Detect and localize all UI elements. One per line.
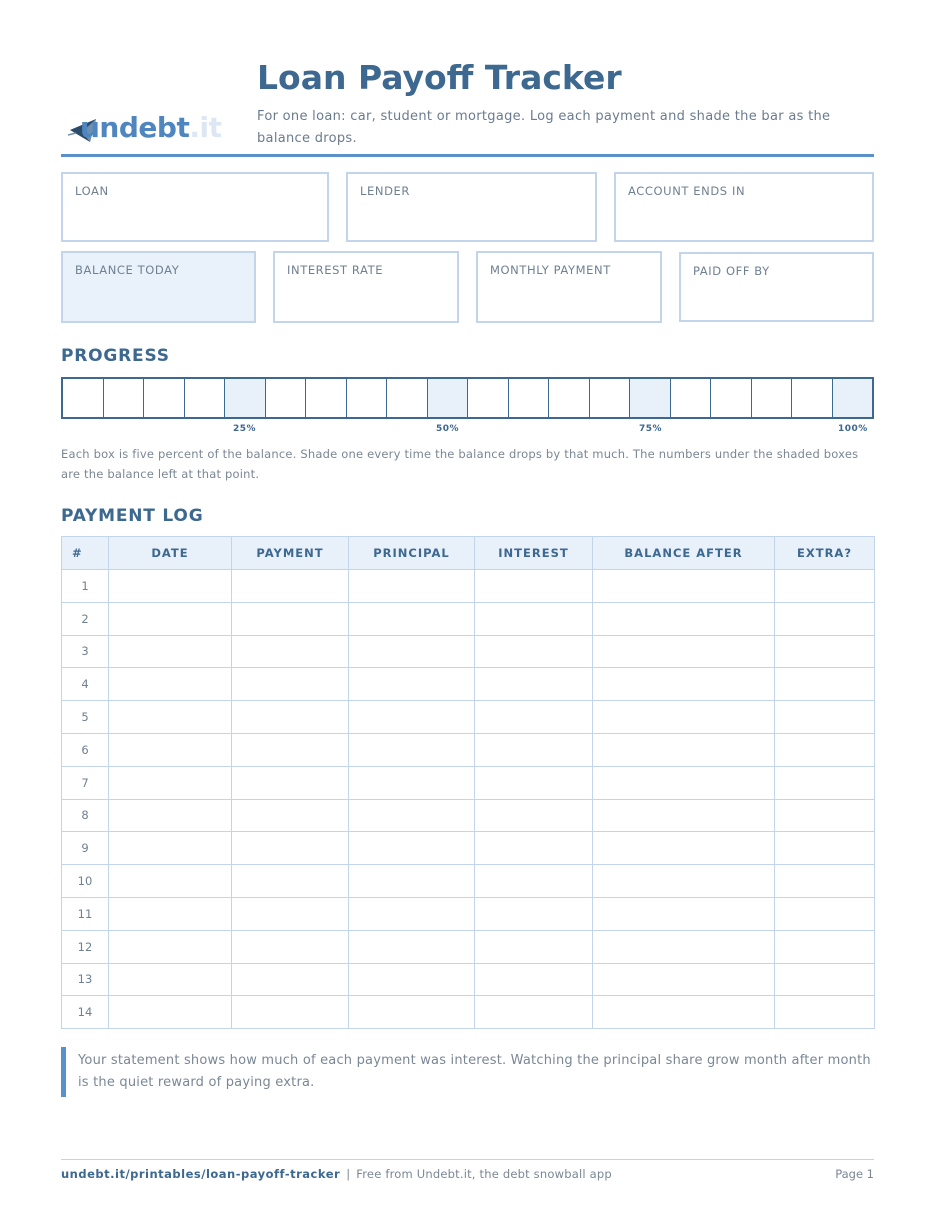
- footer-divider: [61, 1159, 874, 1160]
- progress-box[interactable]: [266, 379, 307, 417]
- balance-after-cell[interactable]: [593, 733, 775, 766]
- interest-cell[interactable]: [475, 897, 593, 930]
- table-row: [62, 865, 875, 898]
- balance-after-cell[interactable]: [593, 701, 775, 734]
- row-number: 4: [62, 668, 109, 701]
- column-header-payment: PAYMENT: [232, 537, 349, 570]
- column-header-extra: EXTRA?: [775, 537, 875, 570]
- payment-cell[interactable]: [232, 733, 349, 766]
- extra-cell[interactable]: [775, 668, 875, 701]
- lender-field[interactable]: [346, 172, 597, 242]
- date-cell[interactable]: [109, 832, 232, 865]
- progress-box[interactable]: [752, 379, 793, 417]
- row-number: 10: [62, 865, 109, 898]
- account-ends-in-field[interactable]: [614, 172, 874, 242]
- principal-cell[interactable]: [349, 865, 475, 898]
- balance-after-cell[interactable]: [593, 963, 775, 996]
- progress-box[interactable]: [306, 379, 347, 417]
- progress-bar: [61, 377, 874, 419]
- loan-field-label: LOAN: [75, 184, 109, 198]
- progress-marker-50: 50%: [436, 424, 460, 434]
- paid-off-by-field-label: PAID OFF BY: [693, 264, 770, 278]
- row-number: 12: [62, 930, 109, 963]
- extra-cell[interactable]: [775, 963, 875, 996]
- row-number: 7: [62, 766, 109, 799]
- table-row: [62, 799, 875, 832]
- principal-cell[interactable]: [349, 930, 475, 963]
- payment-cell[interactable]: [232, 602, 349, 635]
- page-title: Loan Payoff Tracker: [257, 58, 622, 97]
- table-row: [62, 963, 875, 996]
- balance-today-field-label: BALANCE TODAY: [75, 263, 180, 277]
- interest-cell[interactable]: [475, 930, 593, 963]
- date-cell[interactable]: [109, 701, 232, 734]
- interest-cell[interactable]: [475, 733, 593, 766]
- balance-after-cell[interactable]: [593, 570, 775, 603]
- column-header-principal: PRINCIPAL: [349, 537, 475, 570]
- tip-accent-bar: [61, 1047, 66, 1097]
- balance-after-cell[interactable]: [593, 930, 775, 963]
- table-row: [62, 930, 875, 963]
- balance-after-cell[interactable]: [593, 668, 775, 701]
- payment-cell[interactable]: [232, 930, 349, 963]
- principal-cell[interactable]: [349, 733, 475, 766]
- interest-cell[interactable]: [475, 996, 593, 1029]
- interest-cell[interactable]: [475, 766, 593, 799]
- extra-cell[interactable]: [775, 865, 875, 898]
- tip-callout: [61, 1047, 874, 1097]
- table-row: [62, 832, 875, 865]
- interest-cell[interactable]: [475, 701, 593, 734]
- date-cell[interactable]: [109, 668, 232, 701]
- payment-cell[interactable]: [232, 963, 349, 996]
- date-cell[interactable]: [109, 799, 232, 832]
- balance-after-cell[interactable]: [593, 799, 775, 832]
- payment-cell[interactable]: [232, 701, 349, 734]
- progress-box[interactable]: [711, 379, 752, 417]
- payment-cell[interactable]: [232, 996, 349, 1029]
- payment-cell[interactable]: [232, 865, 349, 898]
- progress-box-milestone[interactable]: [428, 379, 469, 417]
- payment-cell[interactable]: [232, 668, 349, 701]
- principal-cell[interactable]: [349, 635, 475, 668]
- row-number: 3: [62, 635, 109, 668]
- row-number: 8: [62, 799, 109, 832]
- balance-after-cell[interactable]: [593, 996, 775, 1029]
- date-cell[interactable]: [109, 570, 232, 603]
- extra-cell[interactable]: [775, 832, 875, 865]
- progress-box[interactable]: [468, 379, 509, 417]
- balance-today-field[interactable]: [61, 251, 256, 323]
- date-cell[interactable]: [109, 963, 232, 996]
- row-number: 2: [62, 602, 109, 635]
- progress-box[interactable]: [792, 379, 833, 417]
- date-cell[interactable]: [109, 766, 232, 799]
- balance-after-cell[interactable]: [593, 766, 775, 799]
- extra-cell[interactable]: [775, 570, 875, 603]
- extra-cell[interactable]: [775, 996, 875, 1029]
- table-row: [62, 602, 875, 635]
- undebt-logo: [68, 110, 228, 146]
- table-row: [62, 996, 875, 1029]
- progress-box[interactable]: [590, 379, 631, 417]
- monthly-payment-field[interactable]: [476, 251, 662, 323]
- column-header-balance-after: BALANCE AFTER: [593, 537, 775, 570]
- table-row: [62, 733, 875, 766]
- date-cell[interactable]: [109, 930, 232, 963]
- row-number: 11: [62, 897, 109, 930]
- payment-log-section-title: PAYMENT LOG: [61, 506, 204, 526]
- balance-after-cell[interactable]: [593, 602, 775, 635]
- extra-cell[interactable]: [775, 733, 875, 766]
- table-row: [62, 635, 875, 668]
- loan-field[interactable]: [61, 172, 329, 242]
- table-row: [62, 668, 875, 701]
- balance-after-cell[interactable]: [593, 635, 775, 668]
- payment-log-table: [61, 536, 875, 1029]
- footer-url-link[interactable]: undebt.it/printables/loan-payoff-tracker: [61, 1167, 341, 1181]
- progress-box-milestone[interactable]: [225, 379, 266, 417]
- progress-note: Each box is five percent of the balance. Shade one every time the balance drops by that much. The numbers under the shaded boxes are the balance left at that point.: [61, 447, 859, 481]
- principal-cell[interactable]: [349, 897, 475, 930]
- date-cell[interactable]: [109, 865, 232, 898]
- interest-rate-field-label: INTEREST RATE: [287, 263, 384, 277]
- interest-rate-field[interactable]: [273, 251, 459, 323]
- interest-cell[interactable]: [475, 832, 593, 865]
- principal-cell[interactable]: [349, 668, 475, 701]
- progress-section-title: PROGRESS: [61, 346, 170, 366]
- progress-box[interactable]: [387, 379, 428, 417]
- logo-wordmark: [80, 110, 221, 146]
- column-header-number: #: [62, 537, 109, 570]
- table-row: [62, 701, 875, 734]
- interest-cell[interactable]: [475, 963, 593, 996]
- progress-box[interactable]: [104, 379, 145, 417]
- header-divider: [61, 154, 874, 157]
- extra-cell[interactable]: [775, 602, 875, 635]
- progress-box[interactable]: [347, 379, 388, 417]
- payment-cell[interactable]: [232, 799, 349, 832]
- principal-cell[interactable]: [349, 799, 475, 832]
- progress-marker-100: 100%: [838, 424, 868, 434]
- row-number: 9: [62, 832, 109, 865]
- interest-cell[interactable]: [475, 668, 593, 701]
- monthly-payment-field-label: MONTHLY PAYMENT: [490, 263, 611, 277]
- page-subtitle: For one loan: car, student or mortgage. Log each payment and shade the bar as the balance drops.: [257, 109, 831, 146]
- account-ends-in-field-label: ACCOUNT ENDS IN: [628, 184, 746, 198]
- interest-cell[interactable]: [475, 865, 593, 898]
- principal-cell[interactable]: [349, 766, 475, 799]
- payment-cell[interactable]: [232, 897, 349, 930]
- footer-tagline: Free from Undebt.it, the debt snowball app: [356, 1167, 612, 1181]
- footer: [61, 1167, 612, 1181]
- column-header-date: DATE: [109, 537, 232, 570]
- progress-box-milestone[interactable]: [833, 379, 873, 417]
- row-number: 6: [62, 733, 109, 766]
- principal-cell[interactable]: [349, 963, 475, 996]
- lender-field-label: LENDER: [360, 184, 410, 198]
- extra-cell[interactable]: [775, 635, 875, 668]
- principal-cell[interactable]: [349, 996, 475, 1029]
- date-cell[interactable]: [109, 996, 232, 1029]
- row-number: 1: [62, 570, 109, 603]
- progress-box[interactable]: [549, 379, 590, 417]
- payment-cell[interactable]: [232, 635, 349, 668]
- row-number: 5: [62, 701, 109, 734]
- progress-marker-25: 25%: [233, 424, 257, 434]
- date-cell[interactable]: [109, 733, 232, 766]
- extra-cell[interactable]: [775, 930, 875, 963]
- tip-text: Your statement shows how much of each payment was interest. Watching the principal share grow month after month is the quiet reward of paying extra.: [78, 1053, 871, 1090]
- payment-cell[interactable]: [232, 832, 349, 865]
- extra-cell[interactable]: [775, 897, 875, 930]
- row-number: 13: [62, 963, 109, 996]
- extra-cell[interactable]: [775, 766, 875, 799]
- interest-cell[interactable]: [475, 799, 593, 832]
- date-cell[interactable]: [109, 635, 232, 668]
- extra-cell[interactable]: [775, 701, 875, 734]
- logo-suffix-text: .it: [189, 111, 222, 144]
- progress-box[interactable]: [185, 379, 226, 417]
- table-row: [62, 570, 875, 603]
- table-row: [62, 766, 875, 799]
- payment-cell[interactable]: [232, 570, 349, 603]
- payment-cell[interactable]: [232, 766, 349, 799]
- balance-after-cell[interactable]: [593, 897, 775, 930]
- date-cell[interactable]: [109, 897, 232, 930]
- table-row: [62, 897, 875, 930]
- progress-box[interactable]: [63, 379, 104, 417]
- extra-cell[interactable]: [775, 799, 875, 832]
- progress-box[interactable]: [509, 379, 550, 417]
- interest-cell[interactable]: [475, 635, 593, 668]
- progress-box-milestone[interactable]: [630, 379, 671, 417]
- progress-marker-75: 75%: [639, 424, 663, 434]
- balance-after-cell[interactable]: [593, 865, 775, 898]
- principal-cell[interactable]: [349, 570, 475, 603]
- principal-cell[interactable]: [349, 701, 475, 734]
- table-header-row: [62, 537, 875, 570]
- progress-box[interactable]: [144, 379, 185, 417]
- column-header-interest: INTEREST: [475, 537, 593, 570]
- date-cell[interactable]: [109, 602, 232, 635]
- principal-cell[interactable]: [349, 832, 475, 865]
- logo-main-text: undebt: [80, 111, 190, 144]
- interest-cell[interactable]: [475, 602, 593, 635]
- principal-cell[interactable]: [349, 602, 475, 635]
- page-number: Page 1: [835, 1167, 874, 1181]
- interest-cell[interactable]: [475, 570, 593, 603]
- footer-separator: |: [346, 1167, 351, 1181]
- paid-off-by-field[interactable]: [679, 252, 874, 322]
- row-number: 14: [62, 996, 109, 1029]
- progress-box[interactable]: [671, 379, 712, 417]
- balance-after-cell[interactable]: [593, 832, 775, 865]
